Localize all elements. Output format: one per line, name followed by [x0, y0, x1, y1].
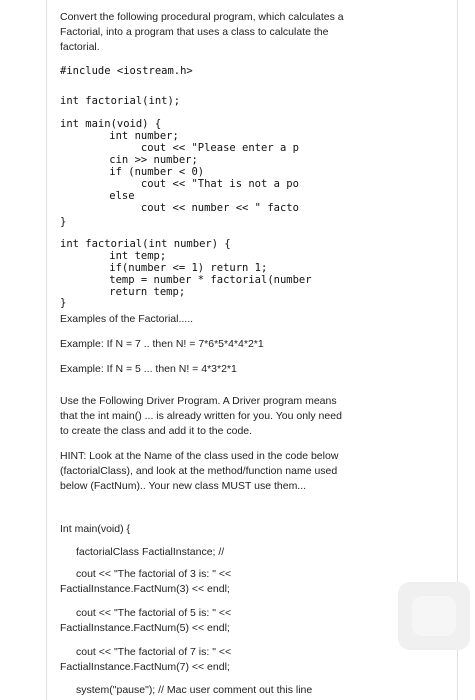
driver-factnum-3: FactialInstance.FactNum(3) << endl;: [60, 583, 230, 595]
code-line: if (number < 0): [84, 166, 205, 178]
code-include: #include <iostream.h>: [60, 65, 193, 77]
examples-title: Examples of the Factorial.....: [60, 313, 194, 325]
code-factorial-close: }: [60, 297, 67, 309]
code-line: int factorial(int number) {: [60, 238, 231, 250]
code-line: cout << "That is not a po: [84, 178, 299, 190]
floating-button[interactable]: [398, 582, 470, 650]
driver-system-pause: system("pause"); // Mac user comment out this line: [76, 684, 313, 696]
code-line: cout << number << " facto: [84, 202, 299, 214]
code-block-factorial: [60, 238, 350, 298]
driver-cout-7: cout << "The factorial of 7 is: " <<: [76, 646, 232, 658]
code-line: cout << "Please enter a p: [84, 142, 299, 154]
hint-paragraph: HINT: Look at the Name of the class used in the code below (factorialClass), and look at the method/function name used below (FactNum).. Your new class MUST use them...: [60, 450, 339, 492]
intro-paragraph: Convert the following procedural program, which calculates a Factorial, into a program that uses a class to calculate the factorial.: [60, 11, 344, 53]
driver-factnum-5: FactialInstance.FactNum(5) << endl;: [60, 622, 230, 634]
driver-declaration: factorialClass FactialInstance; //: [76, 546, 225, 558]
driver-main-signature: Int main(void) {: [60, 523, 131, 535]
code-line: temp = number * factorial(number: [84, 274, 312, 286]
code-line: int temp;: [84, 250, 167, 262]
driver-cout-5: cout << "The factorial of 5 is: " <<: [76, 607, 232, 619]
code-block-main: [60, 118, 350, 214]
floating-button-icon: [412, 596, 456, 636]
code-prototype: int factorial(int);: [60, 95, 181, 107]
example-1: Example: If N = 7 .. then N! = 7*6*5*4*4*2*1: [60, 338, 264, 350]
code-line: int main(void) {: [60, 118, 162, 130]
code-line: int number;: [84, 130, 179, 142]
driver-paragraph: Use the Following Driver Program. A Driver program means that the int main() ... is already written for you. You only need to create the class and add it to the code.: [60, 395, 342, 437]
driver-factnum-7: FactialInstance.FactNum(7) << endl;: [60, 661, 230, 673]
code-line: if(number <= 1) return 1;: [84, 262, 268, 274]
example-2: Example: If N = 5 ... then N! = 4*3*2*1: [60, 363, 237, 375]
driver-cout-3: cout << "The factorial of 3 is: " <<: [76, 568, 232, 580]
code-line: return temp;: [84, 286, 186, 298]
code-line: else: [84, 190, 135, 202]
code-line: cin >> number;: [84, 154, 198, 166]
code-main-close: }: [60, 216, 67, 228]
